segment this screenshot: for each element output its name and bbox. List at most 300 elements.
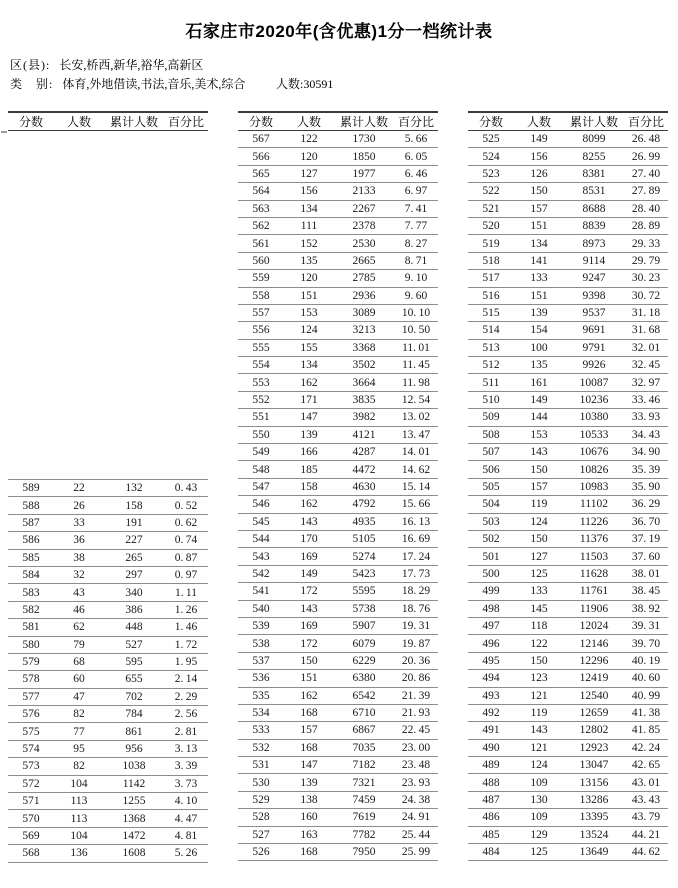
table-body (238, 131, 438, 861)
cumulative-cell: 11906 (579, 602, 609, 615)
count-cell: 139 (530, 307, 548, 320)
cumulative-cell: 6710 (352, 707, 376, 720)
cumulative-cell: 8688 (582, 202, 606, 215)
score-cell: 518 (482, 254, 500, 267)
cumulative-cell: 2530 (352, 237, 376, 250)
cumulative-cell: 9247 (582, 272, 606, 285)
category-line (10, 75, 245, 92)
score-cell: 576 (22, 708, 40, 721)
percent-cell: 40. 60 (631, 672, 661, 685)
score-cell: 502 (482, 533, 500, 546)
percent-cell: 30. 72 (631, 289, 661, 302)
count-cell: 82 (73, 760, 85, 773)
cumulative-cell: 7950 (352, 846, 376, 859)
cumulative-cell: 1730 (352, 133, 376, 146)
percent-cell: 31. 18 (631, 307, 661, 320)
cumulative-cell: 3835 (352, 394, 376, 407)
cumulative-cell: 12024 (579, 620, 609, 633)
score-cell: 488 (482, 776, 500, 789)
column-header: 分数 (248, 115, 273, 129)
column-header: 百分比 (627, 115, 664, 129)
district-value: 长安,桥西,新华,裕华,高新区 (59, 58, 204, 72)
score-cell: 562 (252, 220, 270, 233)
cumulative-cell: 297 (125, 569, 143, 582)
table-row (468, 514, 668, 531)
count-cell: 156 (300, 185, 318, 198)
table-row (468, 792, 668, 809)
cumulative-cell: 6867 (352, 724, 376, 737)
cumulative-cell: 5907 (352, 620, 376, 633)
cumulative-cell: 7321 (352, 776, 376, 789)
table-row (238, 757, 438, 774)
score-cell: 571 (22, 795, 40, 808)
cumulative-cell: 265 (125, 551, 143, 564)
tables-container (8, 111, 668, 863)
table-row (238, 340, 438, 357)
table-row (238, 583, 438, 600)
count-cell: 33 (73, 516, 85, 529)
table-row (8, 584, 208, 601)
count-cell: 130 (530, 794, 548, 807)
score-cell: 573 (22, 760, 40, 773)
cumulative-cell: 13649 (579, 846, 609, 859)
score-cell: 569 (22, 830, 40, 842)
count-cell: 143 (530, 446, 548, 459)
percent-cell: 8. 71 (404, 254, 428, 267)
table-row (468, 670, 668, 687)
table-row (468, 688, 668, 705)
score-cell: 492 (482, 707, 500, 720)
count-cell: 150 (300, 654, 318, 667)
score-cell: 501 (482, 550, 500, 563)
count-cell: 120 (300, 150, 318, 163)
count-cell: 43 (73, 586, 85, 599)
count-cell: 149 (530, 394, 548, 407)
count-cell: 147 (300, 759, 318, 772)
cumulative-cell: 1977 (352, 167, 376, 180)
table-row (238, 357, 438, 374)
table-row (468, 618, 668, 635)
table-row (8, 828, 208, 845)
score-cell: 557 (252, 307, 270, 320)
percent-cell: 39. 31 (631, 620, 661, 633)
cumulative-cell: 1368 (122, 812, 146, 825)
score-cell: 506 (482, 463, 500, 476)
table-row (468, 322, 668, 339)
percent-cell: 5. 66 (404, 133, 428, 146)
column-header: 分数 (478, 115, 503, 129)
percent-cell: 2. 81 (174, 725, 198, 738)
count-cell: 127 (300, 167, 318, 180)
score-cell: 530 (252, 776, 270, 789)
count-cell: 124 (300, 324, 318, 337)
percent-cell: 1. 11 (174, 586, 197, 599)
count-cell: 151 (530, 220, 548, 233)
score-cell: 551 (252, 411, 270, 424)
cumulative-cell: 3502 (352, 359, 376, 372)
score-cell: 550 (252, 428, 270, 441)
count-cell: 47 (73, 690, 85, 703)
table-row (468, 131, 668, 148)
table-row (8, 619, 208, 636)
count-cell: 143 (530, 724, 548, 737)
cumulative-cell: 13156 (579, 776, 609, 789)
cumulative-cell: 3982 (352, 411, 376, 424)
count-cell: 160 (300, 811, 318, 824)
table-row (468, 461, 668, 478)
score-cell: 496 (482, 637, 500, 650)
count-cell: 144 (530, 411, 548, 424)
cumulative-cell: 2785 (352, 272, 376, 285)
table-row (468, 305, 668, 322)
score-cell: 486 (482, 811, 500, 824)
score-cell: 532 (252, 741, 270, 754)
percent-cell: 17. 73 (401, 567, 431, 580)
table-body (8, 479, 208, 863)
percent-cell: 38. 01 (631, 567, 661, 580)
cumulative-cell: 5423 (352, 567, 376, 580)
count-cell: 68 (73, 656, 85, 669)
score-cell: 521 (482, 202, 500, 215)
percent-cell: 38. 92 (631, 602, 661, 615)
table-row (238, 288, 438, 305)
cumulative-cell: 2267 (352, 202, 376, 215)
table-row (468, 357, 668, 374)
percent-cell: 23. 93 (401, 776, 431, 789)
cumulative-cell: 227 (125, 534, 143, 547)
count-cell: 77 (73, 725, 85, 738)
percent-cell: 0. 87 (174, 551, 198, 564)
score-cell: 543 (252, 550, 270, 563)
table-row (468, 566, 668, 583)
count-cell: 151 (530, 289, 548, 302)
count-cell: 150 (530, 533, 548, 546)
percent-cell: 32. 97 (631, 376, 661, 389)
cumulative-cell: 3089 (352, 307, 376, 320)
count-cell: 169 (300, 550, 318, 563)
cumulative-cell: 11503 (579, 550, 609, 563)
table-row (238, 740, 438, 757)
count-cell: 62 (73, 621, 85, 634)
cumulative-cell: 13047 (579, 759, 609, 772)
cumulative-cell: 7459 (352, 794, 376, 807)
count-cell: 120 (300, 272, 318, 285)
percent-cell: 9. 60 (404, 289, 428, 302)
cumulative-cell: 13395 (579, 811, 609, 824)
score-cell: 560 (252, 254, 270, 267)
percent-cell: 43. 01 (631, 776, 661, 789)
score-cell: 535 (252, 689, 270, 702)
table-row (468, 844, 668, 861)
count-cell: 122 (530, 637, 548, 650)
cumulative-cell: 10236 (579, 394, 609, 407)
count-cell: 135 (300, 254, 318, 267)
score-cell: 484 (482, 846, 500, 859)
score-cell: 533 (252, 724, 270, 737)
table-row (468, 183, 668, 200)
percent-cell: 0. 52 (174, 499, 198, 512)
table-row (468, 722, 668, 739)
cumulative-cell: 7619 (352, 811, 376, 824)
table-row (468, 583, 668, 600)
score-cell: 545 (252, 515, 270, 528)
count-cell: 172 (300, 637, 318, 650)
count-cell: 135 (530, 359, 548, 372)
percent-cell: 2. 29 (174, 690, 198, 703)
count-cell: 152 (300, 237, 318, 250)
percent-cell: 27. 40 (631, 167, 661, 180)
cumulative-cell: 3664 (352, 376, 376, 389)
percent-cell: 1. 46 (174, 621, 198, 634)
score-cell: 528 (252, 811, 270, 824)
percent-cell: 41. 38 (631, 707, 661, 720)
percent-cell: 2. 14 (174, 673, 198, 686)
percent-cell: 28. 89 (631, 220, 661, 233)
table-row (238, 183, 438, 200)
percent-cell: 31. 68 (631, 324, 661, 337)
count-cell: 124 (530, 515, 548, 528)
score-cell: 586 (22, 534, 40, 547)
percent-cell: 11. 01 (402, 341, 430, 354)
table-row (238, 218, 438, 235)
cumulative-cell: 702 (125, 690, 143, 703)
percent-cell: 21. 39 (401, 689, 431, 702)
category-value: 体育,外地借读,书法,音乐,美术,综合 (62, 77, 246, 91)
count-cell: 123 (530, 672, 548, 685)
percent-cell: 42. 65 (631, 759, 661, 772)
count-cell: 119 (530, 498, 548, 511)
cumulative-cell: 9537 (582, 307, 606, 320)
cumulative-cell: 8531 (582, 185, 606, 198)
score-cell: 549 (252, 446, 270, 459)
percent-cell: 3. 39 (174, 760, 198, 773)
percent-cell: 9. 10 (404, 272, 428, 285)
cumulative-cell: 956 (125, 743, 143, 756)
table-row (238, 618, 438, 635)
total-count: 人数:30591 (276, 77, 334, 91)
score-cell: 555 (252, 341, 270, 354)
percent-cell: 33. 93 (631, 411, 661, 424)
cumulative-cell: 10826 (579, 463, 609, 476)
cumulative-cell: 9791 (582, 341, 606, 354)
score-cell: 579 (22, 656, 40, 669)
table-row (8, 793, 208, 810)
table-row (8, 497, 208, 514)
count-cell: 170 (300, 533, 318, 546)
percent-cell: 5. 26 (174, 847, 198, 860)
count-cell: 154 (530, 324, 548, 337)
table-row (468, 409, 668, 426)
percent-cell: 43. 79 (631, 811, 661, 824)
table-row (8, 567, 208, 584)
cumulative-cell: 4630 (352, 481, 376, 493)
percent-cell: 0. 62 (174, 516, 198, 529)
count-cell: 147 (300, 411, 318, 424)
percent-cell: 16. 69 (401, 533, 431, 546)
percent-cell: 40. 19 (631, 654, 661, 667)
percent-cell: 4. 81 (174, 830, 198, 842)
count-cell: 151 (300, 672, 318, 685)
percent-cell: 1. 95 (174, 656, 198, 669)
percent-cell: 7. 77 (404, 220, 428, 233)
score-cell: 572 (22, 777, 40, 790)
score-cell: 561 (252, 237, 270, 250)
count-cell: 111 (300, 220, 318, 233)
cumulative-cell: 2665 (352, 254, 376, 267)
score-cell: 581 (22, 621, 40, 634)
count-cell: 157 (530, 481, 548, 493)
count-cell: 125 (530, 846, 548, 859)
table-row (468, 601, 668, 618)
district-line (10, 56, 203, 73)
count-cell: 136 (70, 847, 88, 860)
score-cell: 489 (482, 759, 500, 772)
percent-cell: 19. 87 (401, 637, 431, 650)
cumulative-cell: 10533 (579, 428, 609, 441)
score-cell: 517 (482, 272, 500, 285)
table-header (238, 111, 438, 131)
table-row (238, 253, 438, 270)
cumulative-cell: 10380 (579, 411, 609, 424)
cumulative-cell: 2133 (352, 185, 376, 198)
count-cell: 79 (73, 638, 85, 651)
count-cell: 138 (300, 794, 318, 807)
count-cell: 126 (530, 167, 548, 180)
score-cell: 498 (482, 602, 500, 615)
score-cell: 546 (252, 498, 270, 511)
cumulative-cell: 9926 (582, 359, 606, 372)
percent-cell: 27. 89 (631, 185, 661, 198)
cumulative-cell: 6542 (352, 689, 376, 702)
score-cell: 558 (252, 289, 270, 302)
cumulative-cell: 12146 (579, 637, 609, 650)
count-cell: 124 (530, 759, 548, 772)
percent-cell: 11. 98 (402, 376, 430, 389)
table-row (238, 688, 438, 705)
table-row (468, 705, 668, 722)
cumulative-cell: 340 (125, 586, 143, 599)
score-cell: 568 (22, 847, 40, 860)
count-cell: 26 (73, 499, 85, 512)
cumulative-cell: 6380 (352, 672, 376, 685)
percent-cell: 17. 24 (401, 550, 431, 563)
percent-cell: 1. 26 (174, 603, 198, 616)
count-cell: 121 (530, 689, 548, 702)
cumulative-cell: 1850 (352, 150, 376, 163)
cumulative-cell: 7782 (352, 828, 376, 841)
score-cell: 542 (252, 567, 270, 580)
count-cell: 151 (300, 289, 318, 302)
count-cell: 122 (300, 133, 318, 146)
count-cell: 185 (300, 463, 318, 476)
percent-cell: 16. 13 (401, 515, 431, 528)
percent-cell: 32. 45 (631, 359, 661, 372)
count-cell: 38 (73, 551, 85, 564)
district-label: 区(县): (10, 58, 51, 72)
cumulative-cell: 4472 (352, 463, 376, 476)
percent-cell: 36. 29 (631, 498, 661, 511)
cumulative-cell: 3368 (352, 341, 376, 354)
count-cell: 145 (530, 602, 548, 615)
cumulative-cell: 4121 (352, 428, 376, 441)
percent-cell: 2. 56 (174, 708, 198, 721)
score-cell: 522 (482, 185, 500, 198)
percent-cell: 23. 48 (401, 759, 431, 772)
column-header: 分数 (18, 115, 43, 129)
count-cell: 36 (73, 534, 85, 547)
count-cell: 171 (300, 394, 318, 407)
percent-cell: 34. 43 (631, 428, 661, 441)
score-cell: 584 (22, 569, 40, 582)
table-row (8, 671, 208, 688)
percent-cell: 18. 76 (401, 602, 431, 615)
cumulative-cell: 9114 (582, 254, 606, 267)
count-cell: 134 (300, 359, 318, 372)
count-cell: 129 (530, 828, 548, 841)
cumulative-cell: 5595 (352, 585, 376, 598)
percent-cell: 34. 90 (631, 446, 661, 459)
cumulative-cell: 8839 (582, 220, 606, 233)
table-row (468, 166, 668, 183)
table-row (8, 654, 208, 671)
score-cell: 509 (482, 411, 500, 424)
score-cell: 503 (482, 515, 500, 528)
count-cell: 157 (530, 202, 548, 215)
score-cell: 540 (252, 602, 270, 615)
table-row (468, 496, 668, 513)
percent-cell: 0. 43 (174, 482, 198, 495)
score-cell: 511 (482, 376, 500, 389)
score-cell: 497 (482, 620, 500, 633)
cumulative-cell: 132 (125, 482, 143, 495)
count-cell: 113 (70, 795, 88, 808)
table-row (468, 235, 668, 252)
cumulative-cell: 2936 (352, 289, 376, 302)
score-cell: 577 (22, 690, 40, 703)
cumulative-cell: 1472 (122, 830, 146, 842)
percent-cell: 14. 62 (401, 463, 431, 476)
score-cell: 536 (252, 672, 270, 685)
score-table-2 (238, 111, 438, 863)
count-cell: 150 (530, 654, 548, 667)
table-row (238, 427, 438, 444)
table-row (238, 166, 438, 183)
score-cell: 520 (482, 220, 500, 233)
count-cell: 169 (300, 620, 318, 633)
column-header: 人数 (66, 115, 91, 129)
table-row (468, 635, 668, 652)
count-cell: 158 (300, 481, 318, 493)
cumulative-cell: 10676 (579, 446, 609, 459)
column-header: 人数 (526, 115, 551, 129)
table-row (238, 305, 438, 322)
table-row (468, 392, 668, 409)
count-cell: 162 (300, 498, 318, 511)
count-cell: 119 (530, 707, 548, 720)
cumulative-cell: 8255 (582, 150, 606, 163)
cumulative-cell: 158 (125, 499, 143, 512)
score-cell: 524 (482, 150, 500, 163)
count-cell: 127 (530, 550, 548, 563)
score-cell: 539 (252, 620, 270, 633)
score-cell: 514 (482, 324, 500, 337)
score-cell: 487 (482, 794, 500, 807)
table-row (468, 827, 668, 844)
column-header: 百分比 (397, 115, 434, 129)
count-cell: 149 (530, 133, 548, 146)
score-cell: 500 (482, 567, 500, 580)
score-cell: 553 (252, 376, 270, 389)
